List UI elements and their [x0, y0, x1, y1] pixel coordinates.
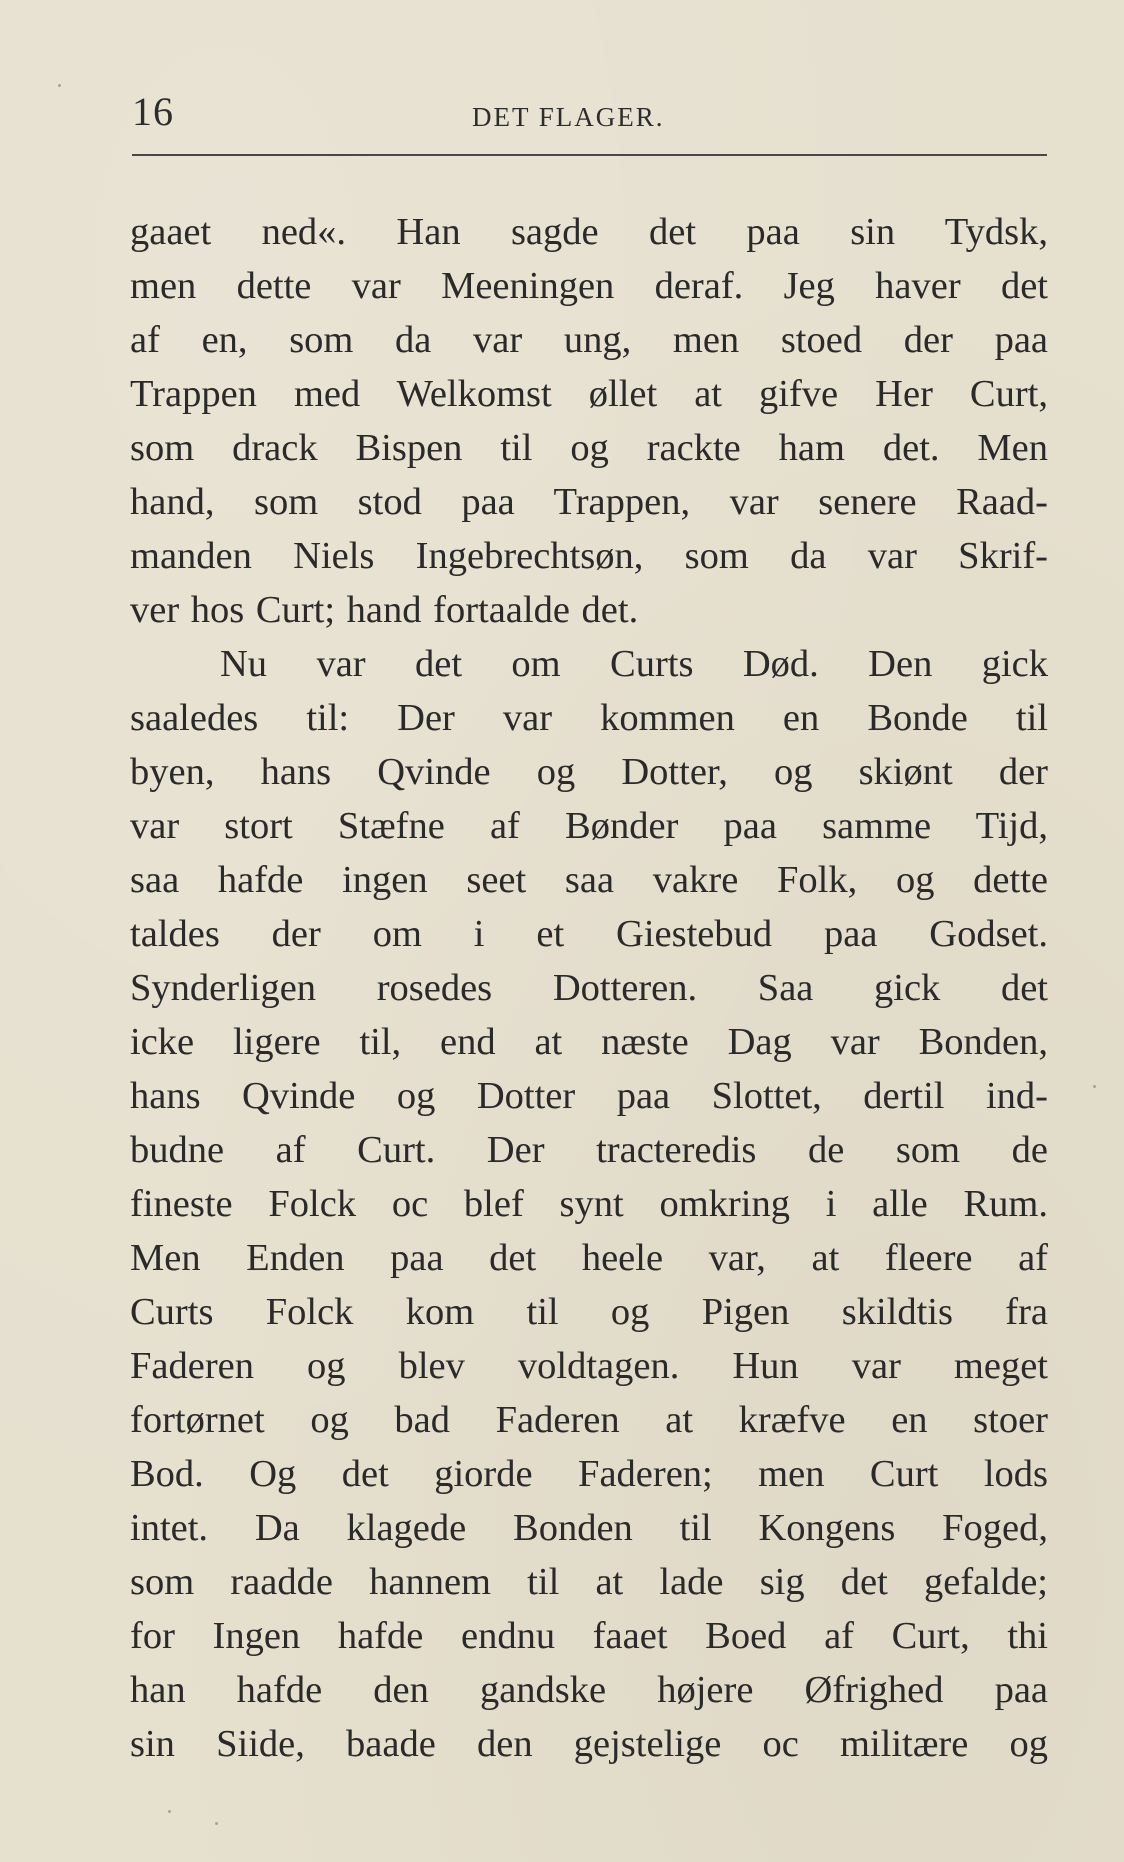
paper-speck: [168, 1810, 171, 1813]
text-line: Faderen og blev voldtagen. Hun var meget: [130, 1345, 1048, 1387]
text-line: taldes der om i et Giestebud paa Godset.: [130, 913, 1048, 955]
text-line: som raadde hannem til at lade sig det gefalde;: [130, 1561, 1048, 1603]
text-line: Synderligen rosedes Dotteren. Saa gick det: [130, 967, 1048, 1009]
text-line: saaledes til: Der var kommen en Bonde til: [130, 697, 1048, 739]
text-line: fortørnet og bad Faderen at kræfve en stoer: [130, 1399, 1048, 1441]
text-line: Curts Folck kom til og Pigen skildtis fra: [130, 1291, 1048, 1333]
text-line: for Ingen hafde endnu faaet Boed af Curt, thi: [130, 1615, 1048, 1657]
text-line: men dette var Meeningen deraf. Jeg haver det: [130, 265, 1048, 307]
text-line: han hafde den gandske højere Øfrighed paa: [130, 1669, 1048, 1711]
text-line: byen, hans Qvinde og Dotter, og skiønt der: [130, 751, 1048, 793]
text-line: fineste Folck oc blef synt omkring i alle Rum.: [130, 1183, 1048, 1225]
paper-speck: [58, 84, 61, 87]
page-number: 16: [132, 89, 174, 134]
running-head: [132, 88, 1047, 148]
text-line: hans Qvinde og Dotter paa Slottet, dertil ind-: [130, 1075, 1048, 1117]
paper-speck: [1093, 1085, 1096, 1088]
text-line: af en, som da var ung, men stoed der paa: [130, 319, 1048, 361]
text-line-paragraph-end: ver hos Curt; hand fortaalde det.: [130, 589, 639, 631]
text-line: sin Siide, baade den gejstelige oc militære og: [130, 1723, 1048, 1765]
text-line: saa hafde ingen seet saa vakre Folk, og dette: [130, 859, 1048, 901]
text-line: icke ligere til, end at næste Dag var Bonden,: [130, 1021, 1048, 1063]
running-title: DET FLAGER.: [472, 102, 665, 132]
text-line-paragraph-start: Nu var det om Curts Død. Den gick: [220, 643, 1048, 685]
paper-speck: [215, 1822, 218, 1825]
text-line: hand, som stod paa Trappen, var senere Raad-: [130, 481, 1048, 523]
text-line: intet. Da klagede Bonden til Kongens Foged,: [130, 1507, 1048, 1549]
text-line: Men Enden paa det heele var, at fleere af: [130, 1237, 1048, 1279]
text-line: budne af Curt. Der tracteredis de som de: [130, 1129, 1048, 1171]
body-text: [130, 205, 1048, 1771]
text-line: Trappen med Welkomst øllet at gifve Her Curt,: [130, 373, 1048, 415]
text-line: Bod. Og det giorde Faderen; men Curt lods: [130, 1453, 1048, 1495]
text-line: manden Niels Ingebrechtsøn, som da var Skrif-: [130, 535, 1048, 577]
text-line: gaaet ned«. Han sagde det paa sin Tydsk,: [130, 211, 1048, 253]
text-line: som drack Bispen til og rackte ham det. Men: [130, 427, 1048, 469]
header-rule: [132, 154, 1047, 156]
text-line: var stort Stæfne af Bønder paa samme Tijd,: [130, 805, 1048, 847]
